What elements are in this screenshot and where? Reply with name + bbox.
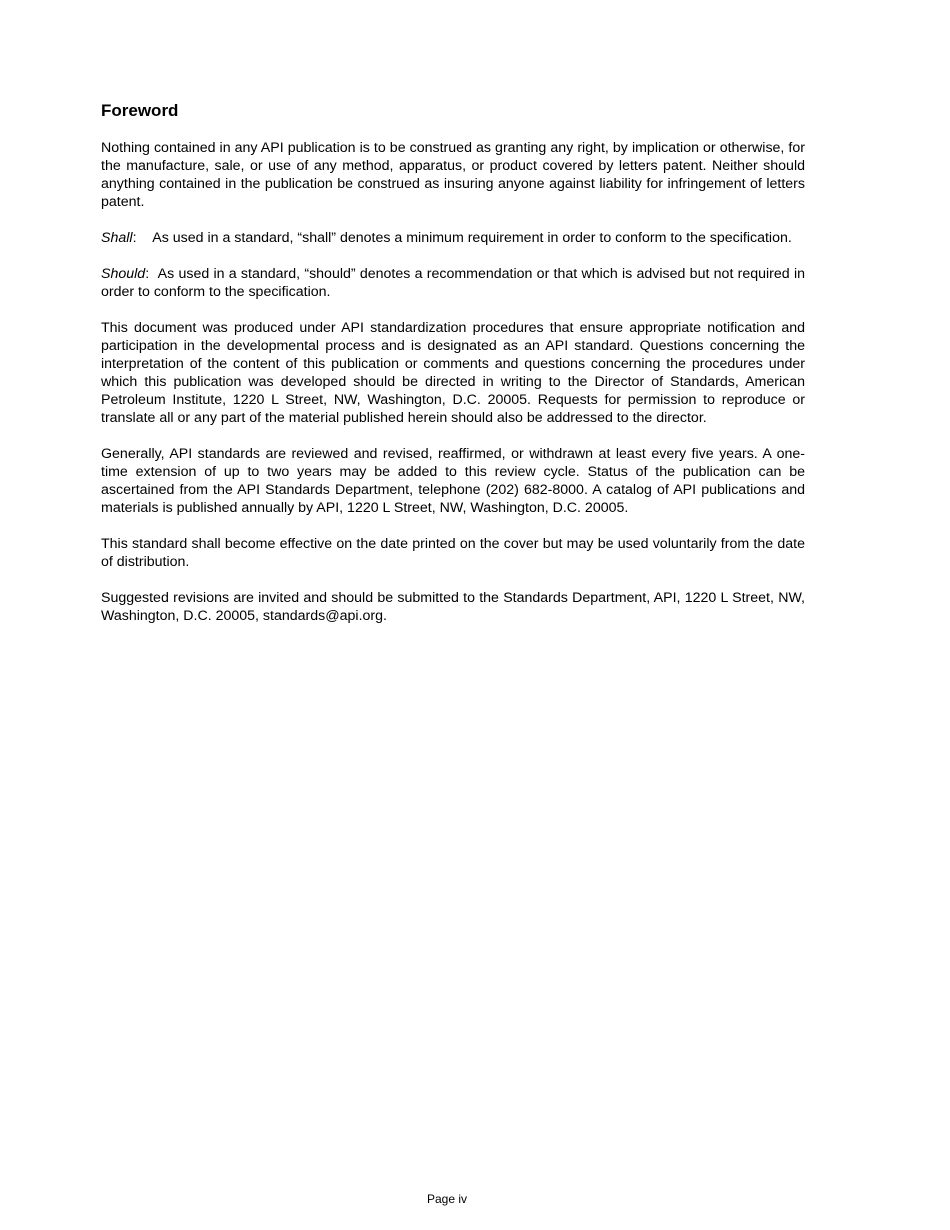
document-body [101, 100, 805, 643]
paragraph-effective-date: This standard shall become effective on the date printed on the cover but may be used voluntarily from the date of distribution. [101, 536, 805, 570]
page-title: Foreword [101, 101, 179, 120]
term-shall: Shall [101, 230, 133, 246]
term-should: Should [101, 266, 146, 282]
page-number: Page iv [426, 1192, 468, 1206]
shall-definition-text: : As used in a standard, “shall” denotes a minimum requirement in order to conform to the specification. [132, 230, 792, 246]
should-definition-text: : As used in a standard, “should” denotes a recommendation or that which is advised but not required in order to conform to the specification. [101, 266, 805, 300]
paragraph-standardization-procedures: This document was produced under API standardization procedures that ensure appropriate notification and participation in the developmental process and is designated as an API standard. Questions concerning the interpretation of the content of this publication or comments and questions concerning the procedures under which this publication was developed should be directed in writing to the Director of Standards, American Petroleum Institute, 1220 L Street, NW, Washington, D.C. 20005. Requests for permission to reproduce or translate all or any part of the material published herein should also be addressed to the director. [101, 320, 805, 426]
paragraph-should-definition [101, 265, 805, 301]
paragraph-suggested-revisions: Suggested revisions are invited and should be submitted to the Standards Department, API, 1220 L Street, NW, Washington, D.C. 20005, standards@api.org. [101, 590, 805, 624]
paragraph-review-cycle: Generally, API standards are reviewed and revised, reaffirmed, or withdrawn at least every five years. A one-time extension of up to two years may be added to this review cycle. Status of the publication can be ascertained from the API Standards Department, telephone (202) 682-8000. A catalog of API publications and materials is published annually by API, 1220 L Street, NW, Washington, D.C. 20005. [101, 446, 805, 516]
paragraph-shall-definition [101, 229, 805, 247]
paragraph-patent-disclaimer: Nothing contained in any API publication is to be construed as granting any right, by implication or otherwise, for the manufacture, sale, or use of any method, apparatus, or product covered by letters patent. Neither should anything contained in the publication be construed as insuring anyone against liability for infringement of letters patent. [101, 140, 805, 210]
